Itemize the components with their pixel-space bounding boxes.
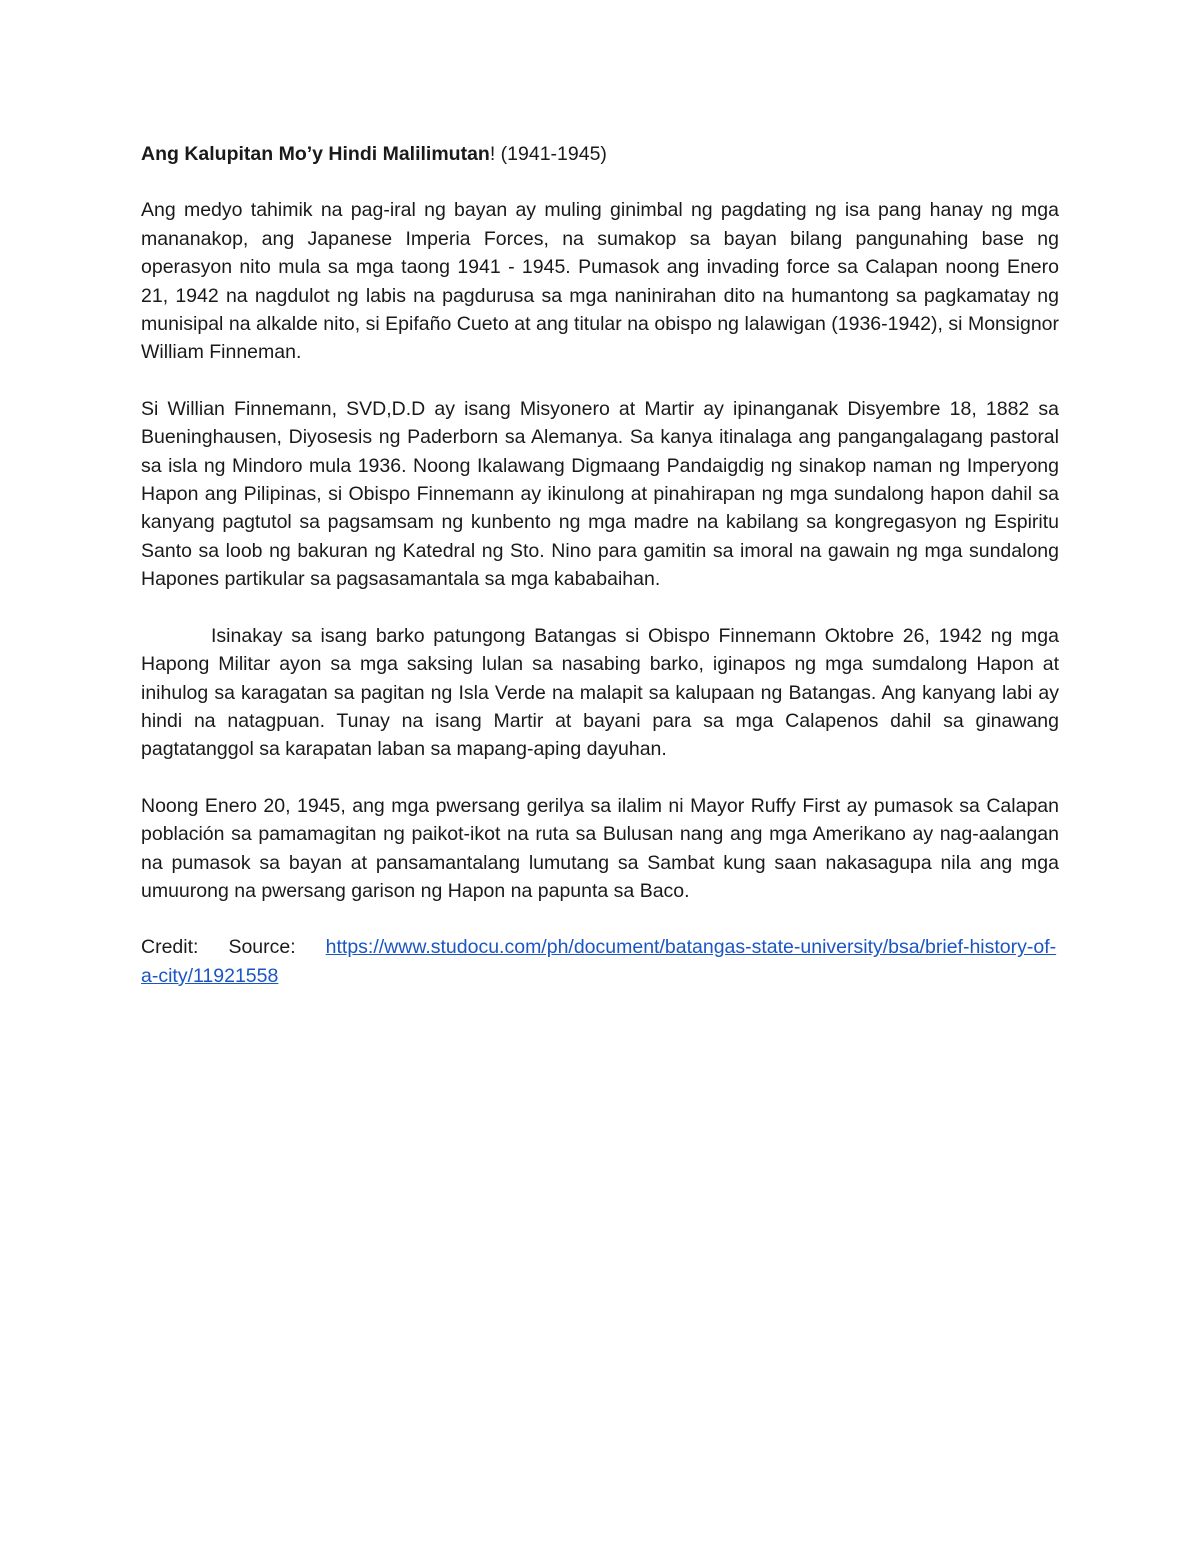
- paragraph-4: Noong Enero 20, 1945, ang mga pwersang gerilya sa ilalim ni Mayor Ruffy First ay pumasok sa Calapan población sa pamamagitan ng paikot-ikot na ruta sa Bulusan nang ang mga Amerikano ay nag-aalangan na pumasok sa bayan at pansamantalang lumutang sa Sambat kung saan nakasagupa nila ang mga umuurong na pwersang garison ng Hapon na papunta sa Baco.: [141, 794, 1059, 902]
- document-page: [141, 140, 1059, 990]
- credit-label: Credit:: [141, 936, 199, 959]
- paragraph-3: Isinakay sa isang barko patungong Batangas si Obispo Finnemann Oktobre 26, 1942 ng mga Hapong Militar ayon sa mga saksing lulan sa nasabing barko, iginapos ng mga sumdalong Hapon at inihulog sa karagatan sa pagitan ng Isla Verde na malapit sa kalupaan ng Batangas. Ang kanyang labi ay hindi na natagpuan. Tunay na isang Martir at bayani para sa mga Calapenos dahil sa ginawang pagtatanggol sa karapatan laban sa mapang-aping dayuhan.: [141, 624, 1059, 761]
- source-link[interactable]: https://www.studocu.com/ph/document/batangas-state-university/bsa/brief-history-of-a-city/11921558: [141, 936, 1057, 987]
- document-title: [141, 140, 1059, 168]
- document-title-years: ! (1941-1945): [489, 143, 607, 165]
- document-title-bold: Ang Kalupitan Mo’y Hindi Malilimutan: [141, 143, 490, 165]
- source-label: Source:: [228, 936, 296, 959]
- credit-line: [141, 933, 1059, 990]
- paragraph-1: Ang medyo tahimik na pag-iral ng bayan ay muling ginimbal ng pagdating ng isa pang hanay ng mga mananakop, ang Japanese Imperia Forces, na sumakop sa bayan bilang pangunahing base ng operasyon nito mula sa mga taong 1941 - 1945. Pumasok ang invading force sa Calapan noong Enero 21, 1942 na nagdulot ng labis na pagdurusa sa mga naninirahan dito na humantong sa pagkamatay ng munisipal na alkalde nito, si Epifaño Cueto at ang titular na obispo ng lalawigan (1936-1942), si Monsignor William Finneman.: [141, 199, 1059, 364]
- paragraph-2: Si Willian Finnemann, SVD,D.D ay isang Misyonero at Martir ay ipinanganak Disyembre 18, 1882 sa Bueninghausen, Diyosesis ng Paderborn sa Alemanya. Sa kanya itinalaga ang pangangalagang pastoral sa isla ng Mindoro mula 1936. Noong Ikalawang Digmaang Pandaigdig ng sinakop naman ng Imperyong Hapon ang Pilipinas, si Obispo Finnemann ay ikinulong at pinahirapan ng mga sundalong hapon dahil sa kanyang pagtutol sa pagsamsam ng kunbento ng mga madre na kabilang sa kongregasyon ng Espiritu Santo sa loob ng bakuran ng Katedral ng Sto. Nino para gamitin sa imoral na gawain ng mga sundalong Hapones partikular sa pagsasamantala sa mga kababaihan.: [141, 397, 1059, 591]
